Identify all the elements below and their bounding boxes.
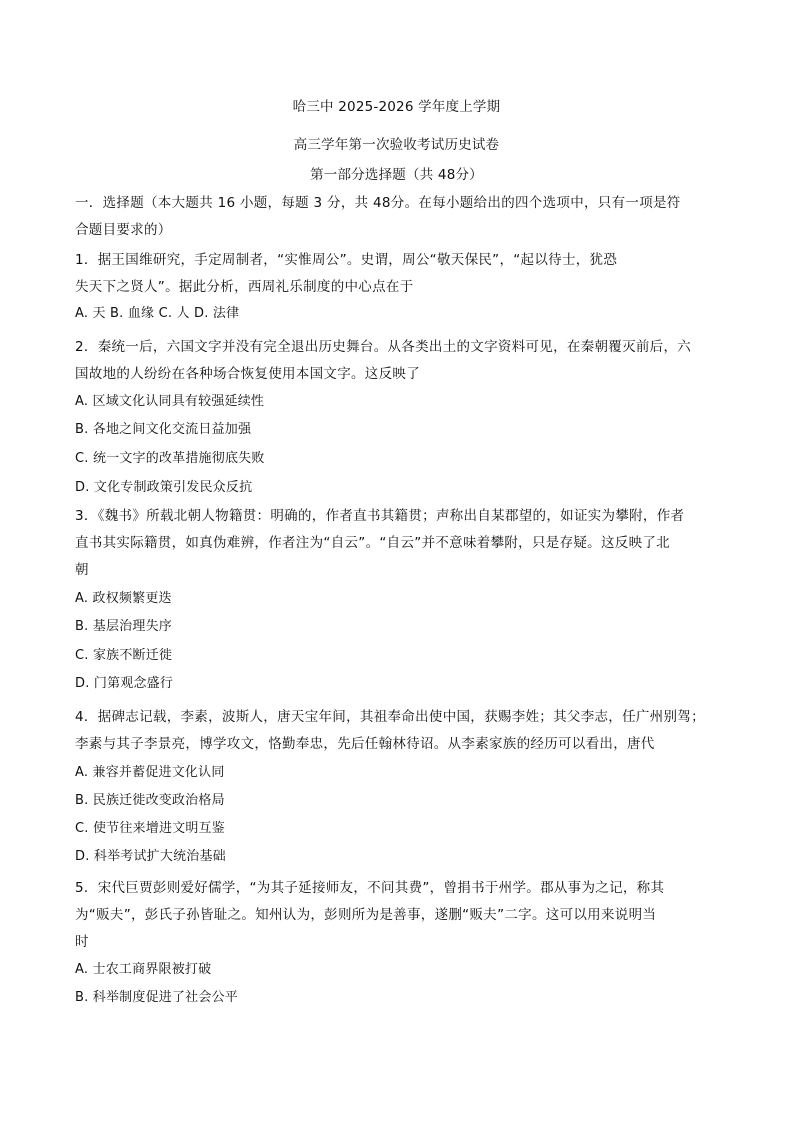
question-2-text: 2．秦统一后，六国文字并没有完全退出历史舞台。从各类出土的文字资料可见，在秦朝覆灭前后，六	[75, 339, 692, 355]
question-4-option-a: A. 兼容并蓄促进文化认同	[75, 765, 225, 780]
question-5-text-cont: 为“贩夫”，彭氏子孙皆耻之。知州认为，彭则所为是善事，遂删“贩夫”二字。这可以用来说明当	[75, 907, 657, 923]
section-instructions-cont: 合题目要求的）	[75, 222, 172, 238]
exam-title: 高三学年第一次验收考试历史试卷	[293, 137, 500, 153]
question-5-option-b: B. 科举制度促进了社会公平	[75, 990, 238, 1005]
question-3-text-cont-2: 朝	[75, 562, 89, 578]
question-3-text: 3．《魏书》所载北朝人物籍贯：明确的，作者直书其籍贯；声称出自某郡望的，如证实为攀附，作者	[75, 508, 685, 524]
question-3-option-b: B. 基层治理失序	[75, 619, 172, 634]
question-4-option-b: B. 民族迁徙改变政治格局	[75, 793, 225, 808]
question-1-text: 1．据王国维研究，手定周制者，“实惟周公”。史谓，周公“敬天保民”，“起以待士，犹恐	[75, 252, 618, 268]
question-2-option-a: A. 区域文化认同具有较强延续性	[75, 394, 265, 409]
question-2-text-cont: 国故地的人纷纷在各种场合恢复使用本国文字。这反映了	[75, 366, 420, 382]
question-4-text: 4．据碑志记载，李素，波斯人，唐天宝年间，其祖奉命出使中国，获赐李姓；其父李志，任广州别驾；	[75, 709, 705, 725]
question-2-option-b: B. 各地之间文化交流日益加强	[75, 422, 252, 437]
question-2-option-c: C. 统一文字的改革措施彻底失败	[75, 451, 265, 466]
question-5-option-a: A. 士农工商界限被打破	[75, 962, 212, 977]
question-4-option-c: C. 使节往来增进文明互鉴	[75, 821, 225, 836]
question-2-option-d: D. 文化专制政策引发民众反抗	[75, 480, 253, 495]
part-title: 第一部分选择题（共 48分）	[310, 167, 483, 183]
question-1-options: A. 天 B. 血缘 C. 人 D. 法律	[75, 306, 240, 321]
question-4-option-d: D. 科举考试扩大统治基础	[75, 849, 226, 864]
question-5-text: 5．宋代巨贾彭则爱好儒学，“为其子延接师友，不问其费”，曾捐书于州学。郡从事为之记，称其	[75, 880, 665, 896]
question-3-option-c: C. 家族不断迁徙	[75, 648, 173, 663]
question-1-text-cont: 失天下之贤人”。据此分析，西周礼乐制度的中心点在于	[75, 279, 414, 295]
school-term-heading: 哈三中 2025-2026 学年度上学期	[292, 99, 501, 115]
question-4-text-cont: 李素与其子李景亮，博学攻文，恪勤奉忠，先后任翰林待诏。从李素家族的经历可以看出，唐代	[75, 736, 655, 752]
question-3-text-cont: 直书其实际籍贯，如真伪难辨，作者注为“自云”。“自云”并不意味着攀附，只是存疑。这反映了北	[75, 535, 670, 551]
section-instructions: 一．选择题（本大题共 16 小题，每题 3 分，共 48分。在每小题给出的四个选项中，只有一项是符	[75, 195, 681, 211]
question-3-option-d: D. 门第观念盛行	[75, 676, 174, 691]
question-5-text-cont-2: 时	[75, 934, 89, 950]
question-3-option-a: A. 政权频繁更迭	[75, 591, 172, 606]
